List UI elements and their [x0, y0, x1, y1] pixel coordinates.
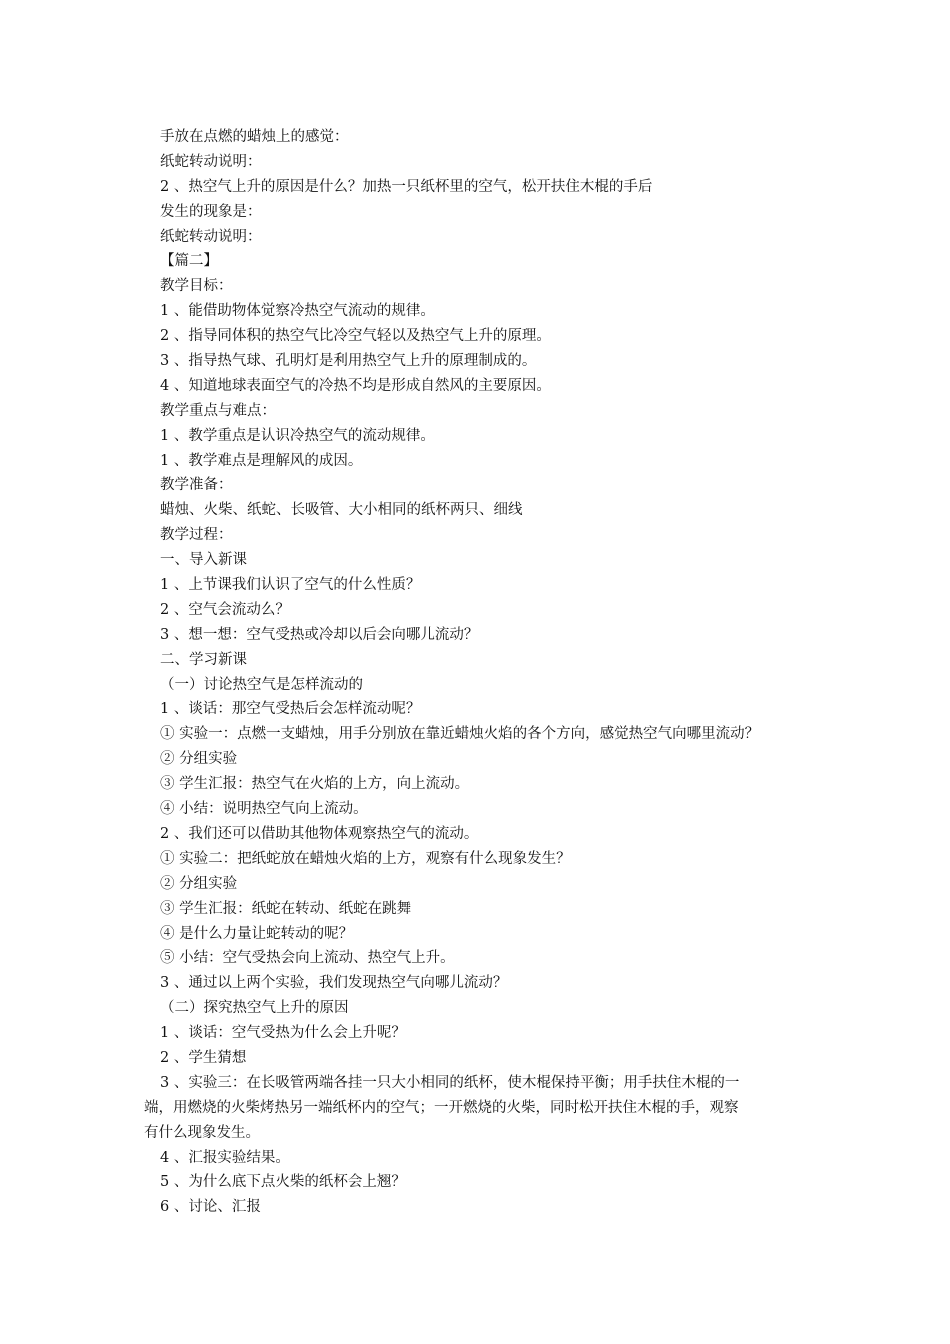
- text-line: ④ 小结：说明热空气向上流动。: [160, 801, 368, 818]
- section-heading: 【篇二】: [160, 253, 218, 270]
- text-line: 2 、学生猜想: [160, 1049, 247, 1066]
- text-line: 1 、谈话：空气受热为什么会上升呢？: [160, 1025, 406, 1042]
- text-line: （二）探究热空气上升的原因: [160, 1000, 349, 1017]
- text-line: 2 、指导同体积的热空气比冷空气轻以及热空气上升的原理。: [160, 328, 551, 345]
- text-line: 教学目标：: [160, 278, 233, 295]
- text-line: 手放在点燃的蜡烛上的感觉：: [160, 129, 349, 145]
- text-line: 1 、上节课我们认识了空气的什么性质？: [160, 577, 421, 594]
- text-line: 1 、教学重点是认识冷热空气的流动规律。: [160, 427, 435, 444]
- text-line: 1 、教学难点是理解风的成因。: [160, 452, 363, 469]
- text-line: 2 、热空气上升的原因是什么？加热一只纸杯里的空气，松开扶住木棍的手后: [160, 178, 653, 195]
- text-line: ③ 学生汇报：纸蛇在转动、纸蛇在跳舞: [160, 900, 412, 917]
- text-line: 教学过程：: [160, 527, 233, 544]
- text-line: ⑤ 小结：空气受热会向上流动、热空气上升。: [160, 950, 455, 967]
- text-line: 3 、实验三：在长吸管两端各挂一只大小相同的纸杯，使木棍保持平衡；用手扶住木棍的一: [160, 1074, 740, 1091]
- text-line: 5 、为什么底下点火柴的纸杯会上翘？: [160, 1174, 406, 1191]
- text-line: 4 、汇报实验结果。: [160, 1149, 290, 1166]
- text-line: ③ 学生汇报：热空气在火焰的上方，向上流动。: [160, 776, 470, 793]
- text-line: 3 、想一想：空气受热或冷却以后会向哪儿流动？: [160, 626, 479, 643]
- text-line: 一、导入新课: [160, 552, 247, 569]
- text-line: 有什么现象发生。: [144, 1124, 260, 1141]
- text-line: ② 分组实验: [160, 875, 238, 892]
- text-line: 2 、空气会流动么？: [160, 601, 290, 618]
- text-line: 1 、谈话：那空气受热后会怎样流动呢？: [160, 701, 421, 718]
- text-line: 发生的现象是：: [160, 203, 262, 220]
- text-line: 二、学习新课: [160, 651, 247, 668]
- text-line: ① 实验二：把纸蛇放在蜡烛火焰的上方，观察有什么现象发生？: [160, 850, 571, 867]
- text-line: 纸蛇转动说明：: [160, 228, 262, 245]
- text-line: ④ 是什么力量让蛇转动的呢？: [160, 925, 354, 942]
- text-line: ① 实验一：点燃一支蜡烛，用手分别放在靠近蜡烛火焰的各个方向，感觉热空气向哪里流动？: [160, 726, 760, 743]
- document-body: [144, 125, 820, 1220]
- text-line: 教学重点与难点：: [160, 402, 276, 419]
- text-line: （一）讨论热空气是怎样流动的: [160, 676, 363, 693]
- text-line: 2 、我们还可以借助其他物体观察热空气的流动。: [160, 825, 479, 842]
- text-line: 纸蛇转动说明：: [160, 153, 262, 170]
- text-line: 3 、通过以上两个实验，我们发现热空气向哪儿流动？: [160, 975, 508, 992]
- text-line: 1 、能借助物体觉察冷热空气流动的规律。: [160, 303, 435, 320]
- text-line: 教学准备：: [160, 477, 233, 494]
- text-line: ② 分组实验: [160, 751, 238, 768]
- text-line: 蜡烛、火柴、纸蛇、长吸管、大小相同的纸杯两只、细线: [160, 502, 523, 519]
- text-line: 端，用燃烧的火柴烤热另一端纸杯内的空气；一开燃烧的火柴，同时松开扶住木棍的手，观察: [144, 1099, 739, 1116]
- text-line: 4 、知道地球表面空气的冷热不均是形成自然风的主要原因。: [160, 377, 551, 394]
- text-line: 6 、讨论、汇报: [160, 1199, 261, 1216]
- text-line: 3 、指导热气球、孔明灯是利用热空气上升的原理制成的。: [160, 353, 537, 370]
